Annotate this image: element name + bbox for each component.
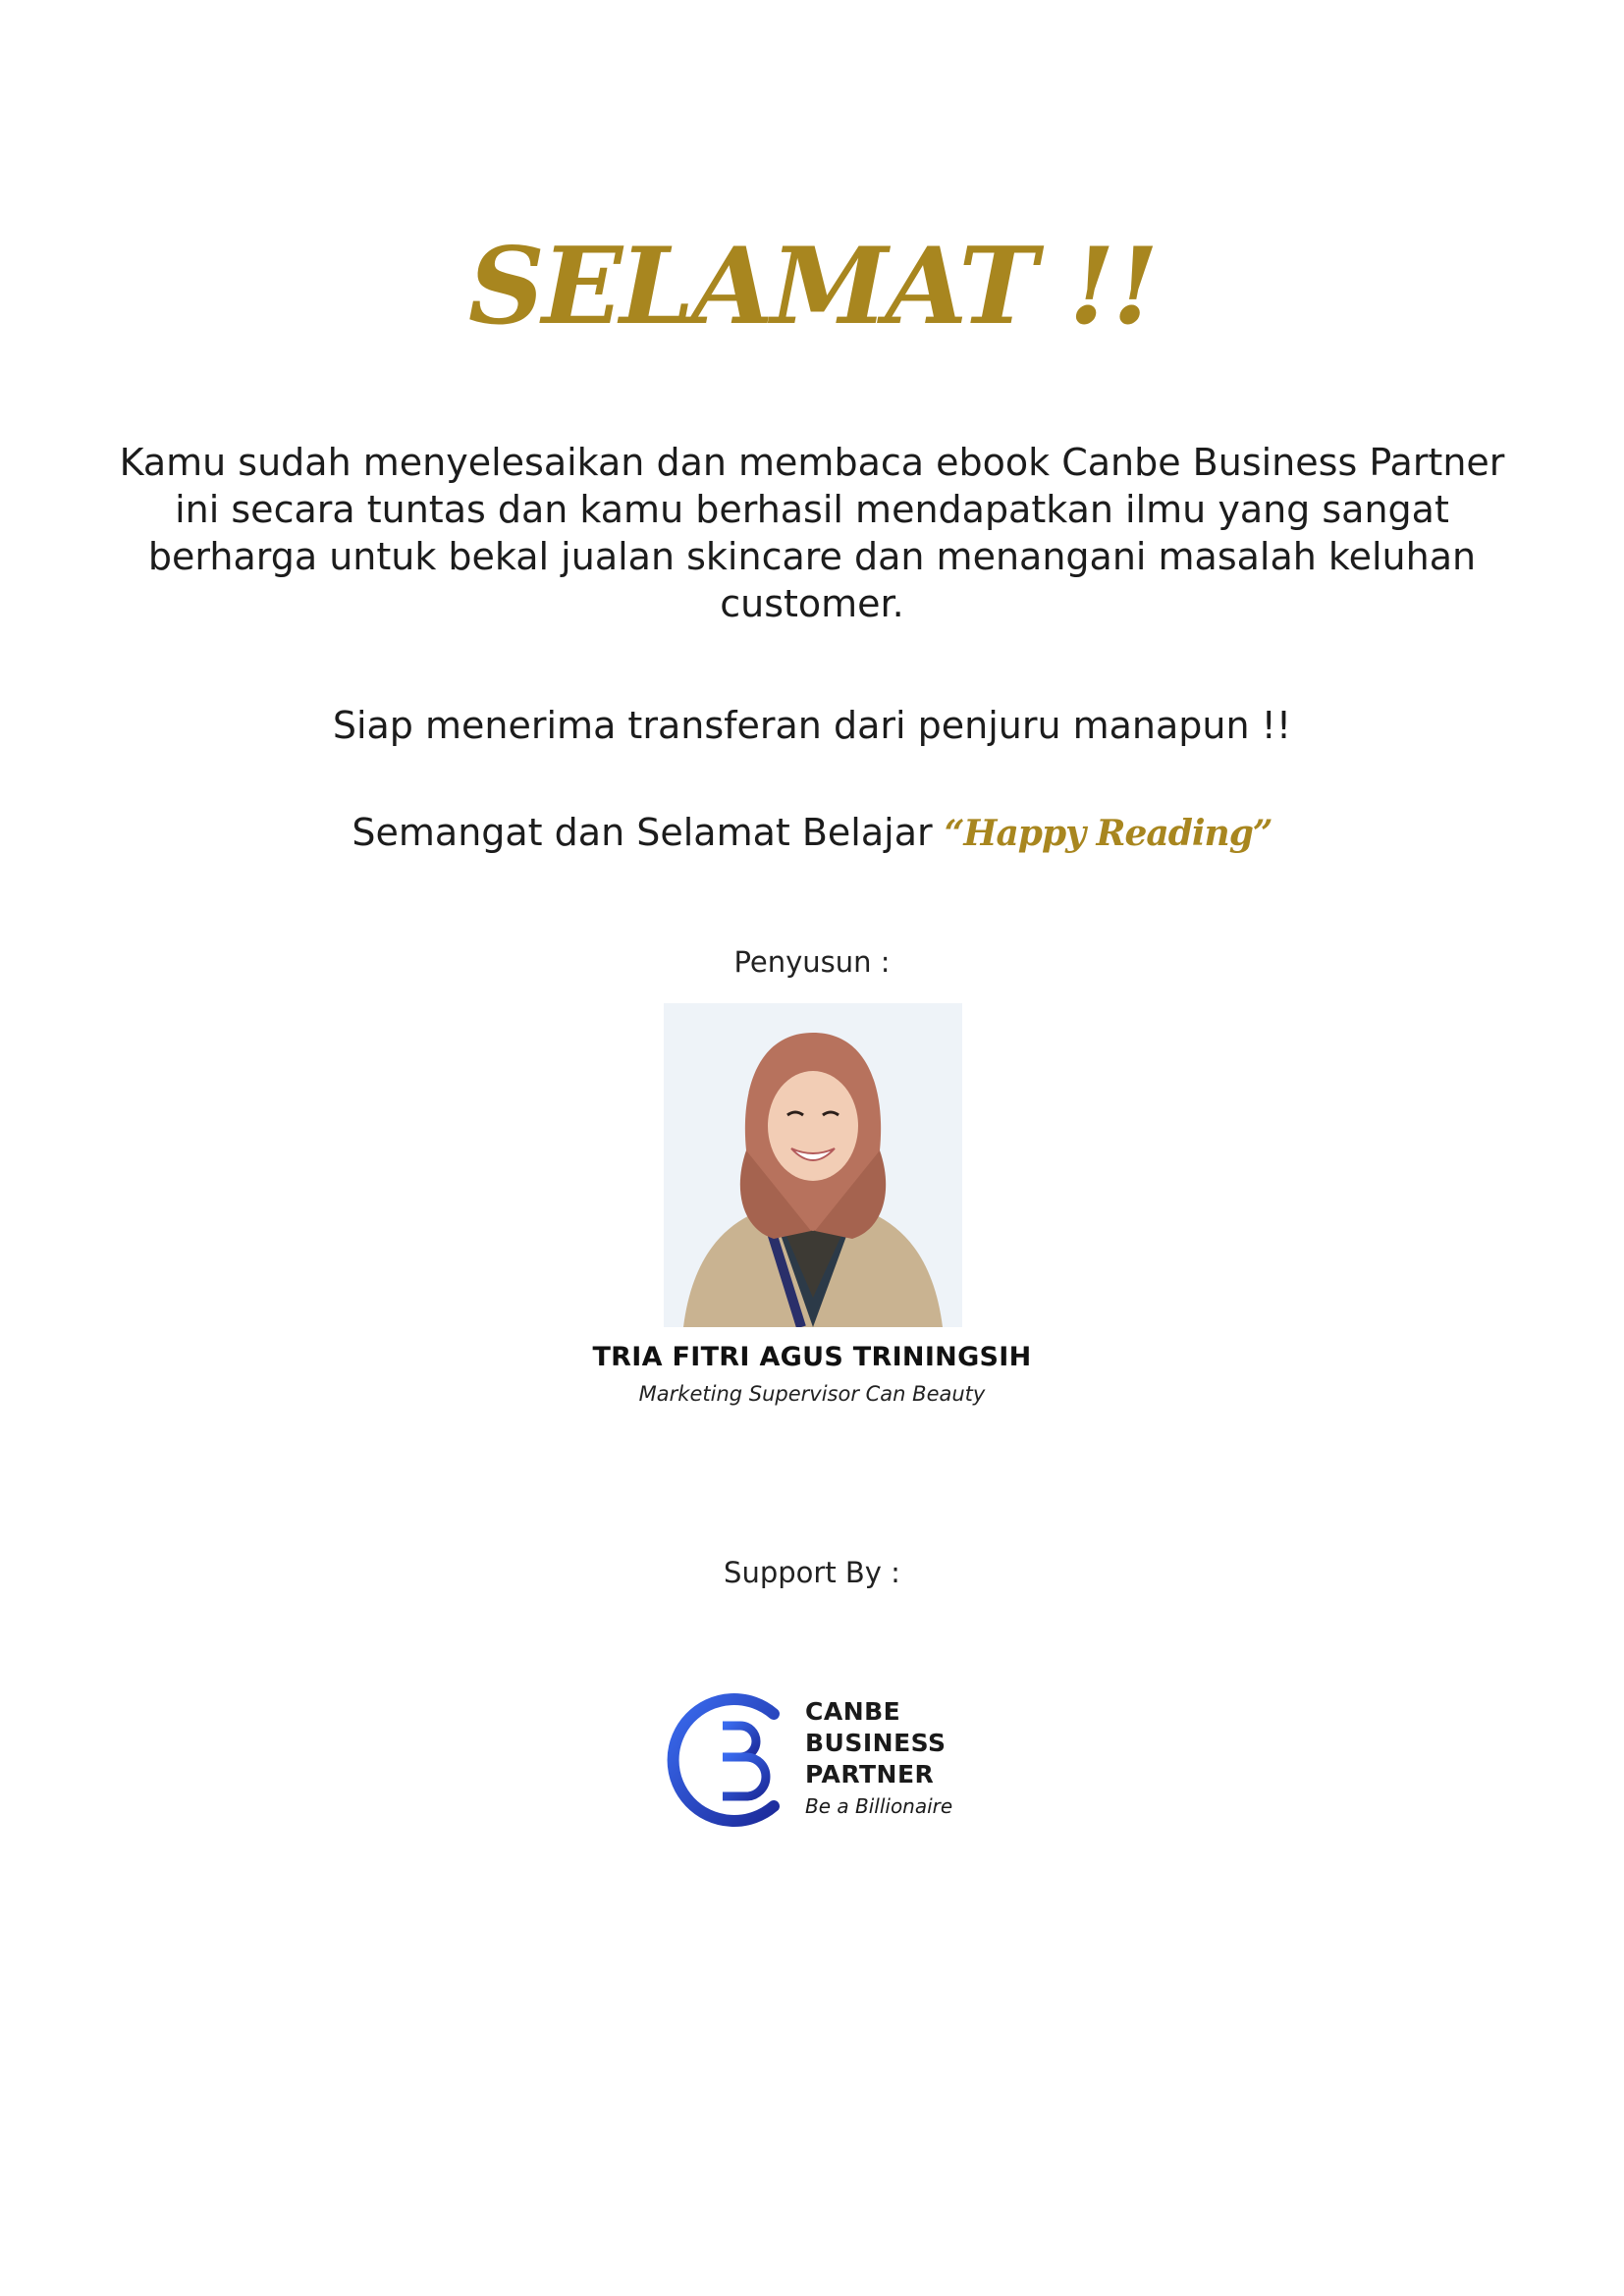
brand-line-3: PARTNER	[805, 1760, 935, 1789]
author-role: Marketing Supervisor Can Beauty	[638, 1382, 986, 1406]
author-portrait-icon	[664, 1003, 962, 1327]
closing-prefix: Semangat dan Selamat Belajar	[352, 811, 933, 854]
brand-line-2: BUSINESS	[805, 1729, 947, 1757]
canbe-logo-text	[805, 1696, 952, 1818]
support-heading: Support By :	[724, 1556, 900, 1589]
author-photo	[664, 1003, 962, 1327]
closing-highlight: “Happy Reading”	[944, 813, 1272, 854]
canbe-logo-icon	[658, 1686, 805, 1834]
author-heading: Penyusun :	[733, 945, 891, 979]
brand-line-1: CANBE	[805, 1697, 901, 1726]
page-title: SELAMAT !!	[467, 225, 1157, 348]
closing-line	[0, 809, 1624, 857]
brand-tagline: Be a Billionaire	[805, 1794, 953, 1818]
ready-line: Siap menerima transferan dari penjuru manapun !!	[332, 704, 1292, 747]
intro-paragraph: Kamu sudah menyelesaikan dan membaca ebook Canbe Business Partner ini secara tuntas dan kamu berhasil mendapatkan ilmu yang sangat berharga untuk bekal jualan skincare dan menangani masalah keluhan customer.	[119, 441, 1505, 625]
author-name: TRIA FITRI AGUS TRININGSIH	[592, 1342, 1032, 1372]
